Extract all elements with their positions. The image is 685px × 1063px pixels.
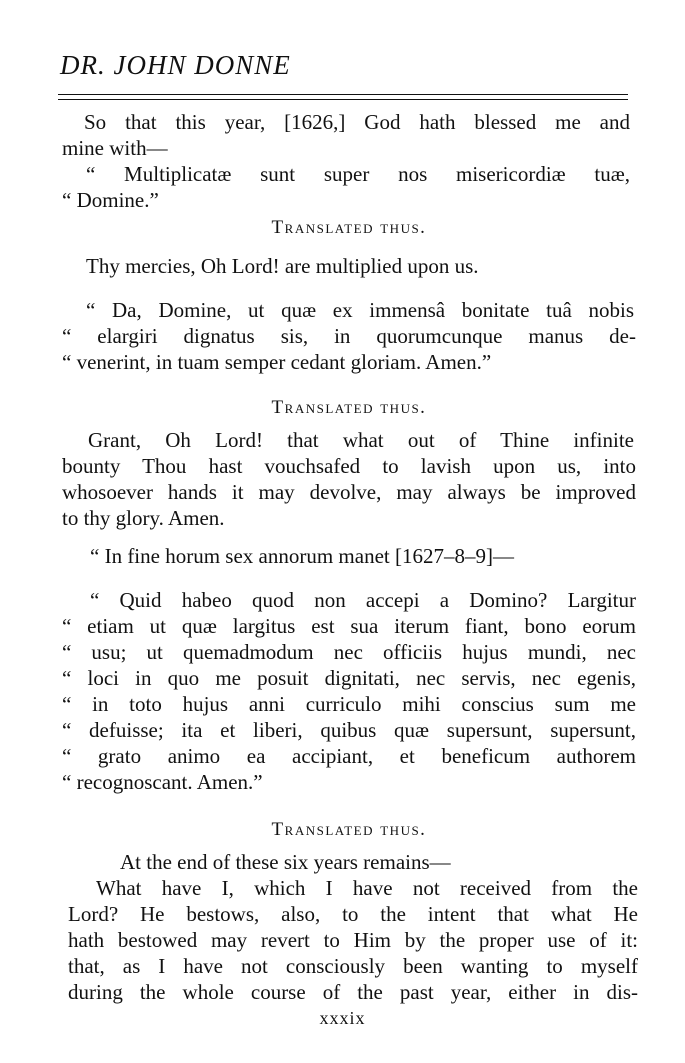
section-heading: Translated thus.	[271, 217, 427, 238]
translation-line: bounty Thou hast vouchsafed to lavish upon us, into	[62, 454, 636, 478]
latin-line: “ In fine horum sex annorum manet [1627–8–9]—	[90, 544, 514, 568]
latin-line: “ in toto hujus anni curriculo mihi conscius sum me	[62, 692, 636, 716]
translation-line: Thy mercies, Oh Lord! are multiplied upon us.	[86, 254, 479, 278]
translation-line: whosoever hands it may devolve, may always be improved	[62, 480, 636, 504]
latin-line: “ loci in quo me posuit dignitati, nec servis, nec egenis,	[62, 666, 636, 690]
running-title: DR. JOHN DONNE	[60, 50, 291, 80]
section-heading: Translated thus.	[271, 819, 427, 840]
text-line: mine with—	[62, 136, 168, 160]
translation-line: What have I, which I have not received from the	[96, 876, 638, 900]
latin-line: “ grato animo ea accipiant, et beneficum authorem	[62, 744, 636, 768]
latin-line: “ recognoscant. Amen.”	[62, 770, 263, 794]
latin-line: “ etiam ut quæ largitus est sua iterum fiant, bono eorum	[62, 614, 636, 638]
translation-line: during the whole course of the past year, either in dis-	[68, 980, 638, 1004]
translation-line: that, as I have not consciously been wanting to myself	[68, 954, 638, 978]
page-number: xxxix	[319, 1008, 366, 1028]
translation-line: to thy glory. Amen.	[62, 506, 225, 530]
text-line: So that this year, [1626,] God hath blessed me and	[84, 110, 630, 134]
translation-line: At the end of these six years remains—	[120, 850, 451, 874]
latin-line: “ Domine.”	[62, 188, 159, 212]
latin-line: “ defuisse; ita et liberi, quibus quæ supersunt, supersunt,	[62, 718, 636, 742]
section-heading: Translated thus.	[271, 397, 427, 418]
translation-line: Lord? He bestows, also, to the intent that what He	[68, 902, 638, 926]
translation-line: hath bestowed may revert to Him by the proper use of it:	[68, 928, 638, 952]
header-rule-top	[58, 94, 628, 95]
latin-line: “ elargiri dignatus sis, in quorumcunque manus de-	[62, 324, 636, 348]
translation-line: Grant, Oh Lord! that what out of Thine infinite	[88, 428, 634, 452]
header-rule-bottom	[58, 99, 628, 100]
latin-line: “ venerint, in tuam semper cedant gloriam. Amen.”	[62, 350, 492, 374]
latin-line: “ Multiplicatæ sunt super nos misericordiæ tuæ,	[86, 162, 630, 186]
latin-line: “ Da, Domine, ut quæ ex immensâ bonitate tuâ nobis	[86, 298, 634, 322]
latin-line: “ Quid habeo quod non accepi a Domino? Largitur	[90, 588, 636, 612]
latin-line: “ usu; ut quemadmodum nec officiis hujus mundi, nec	[62, 640, 636, 664]
